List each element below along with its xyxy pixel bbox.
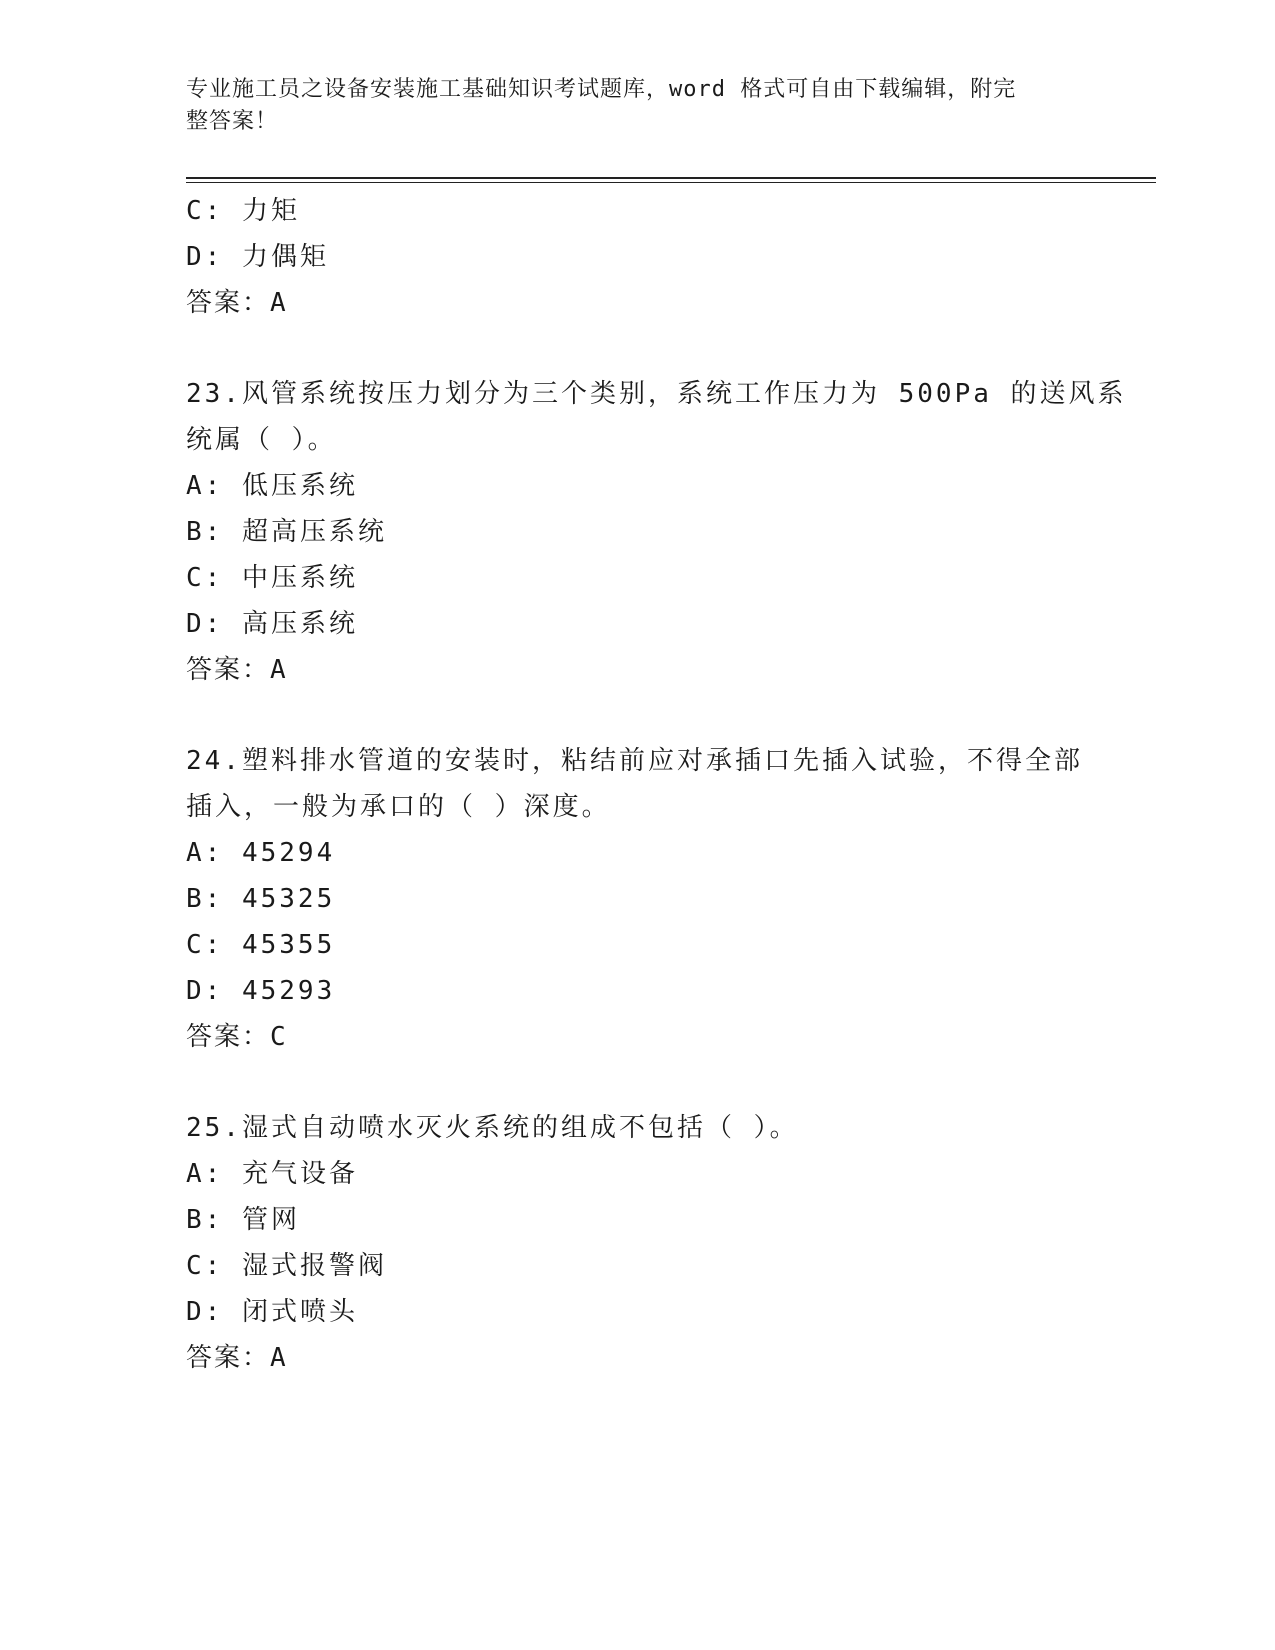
header-title-line2: 整答案！ (186, 109, 279, 134)
option-d: D: 闭式喷头 (186, 1297, 358, 1327)
option-d: D: 力偶矩 (186, 242, 329, 272)
header-title-line1: 专业施工员之设备安装施工基础知识考试题库，word 格式可自由下载编辑，附完 (186, 77, 1017, 102)
option-c: C: 湿式报警阀 (186, 1251, 387, 1281)
spacer (186, 326, 1086, 371)
question-stem: 23.风管系统按压力划分为三个类别，系统工作压力为 500Pa 的送风系 (186, 379, 1127, 409)
question-stem: 25.湿式自动喷水灭火系统的组成不包括（ ）。 (186, 1113, 799, 1143)
document-header (186, 74, 1066, 138)
spacer (186, 693, 1086, 738)
option-c: C: 力矩 (186, 196, 300, 226)
header-rule-thick (186, 177, 1156, 179)
carryover-question (186, 188, 1086, 326)
option-d: D: 45293 (186, 976, 336, 1006)
option-c: C: 中压系统 (186, 563, 358, 593)
option-d: D: 高压系统 (186, 609, 358, 639)
option-c: C: 45355 (186, 930, 336, 960)
question-stem-cont: 插入，一般为承口的（ ）深度。 (186, 792, 611, 822)
question-content (186, 188, 1127, 1381)
answer-line: 答案：C (186, 1022, 288, 1052)
question-25 (186, 1105, 1086, 1381)
option-a: A: 45294 (186, 838, 336, 868)
spacer (186, 1060, 1086, 1105)
option-a: A: 充气设备 (186, 1159, 358, 1189)
answer-line: 答案：A (186, 655, 288, 685)
header-rule-thin (186, 182, 1156, 183)
option-b: B: 超高压系统 (186, 517, 387, 547)
option-b: B: 管网 (186, 1205, 300, 1235)
question-stem: 24.塑料排水管道的安装时，粘结前应对承插口先插入试验，不得全部 (186, 746, 1083, 776)
question-24 (186, 738, 1086, 1060)
option-a: A: 低压系统 (186, 471, 358, 501)
answer-line: 答案：A (186, 288, 288, 318)
question-23 (186, 371, 1127, 693)
option-b: B: 45325 (186, 884, 336, 914)
question-stem-cont: 统属（ ）。 (186, 425, 337, 455)
answer-line: 答案：A (186, 1343, 288, 1373)
